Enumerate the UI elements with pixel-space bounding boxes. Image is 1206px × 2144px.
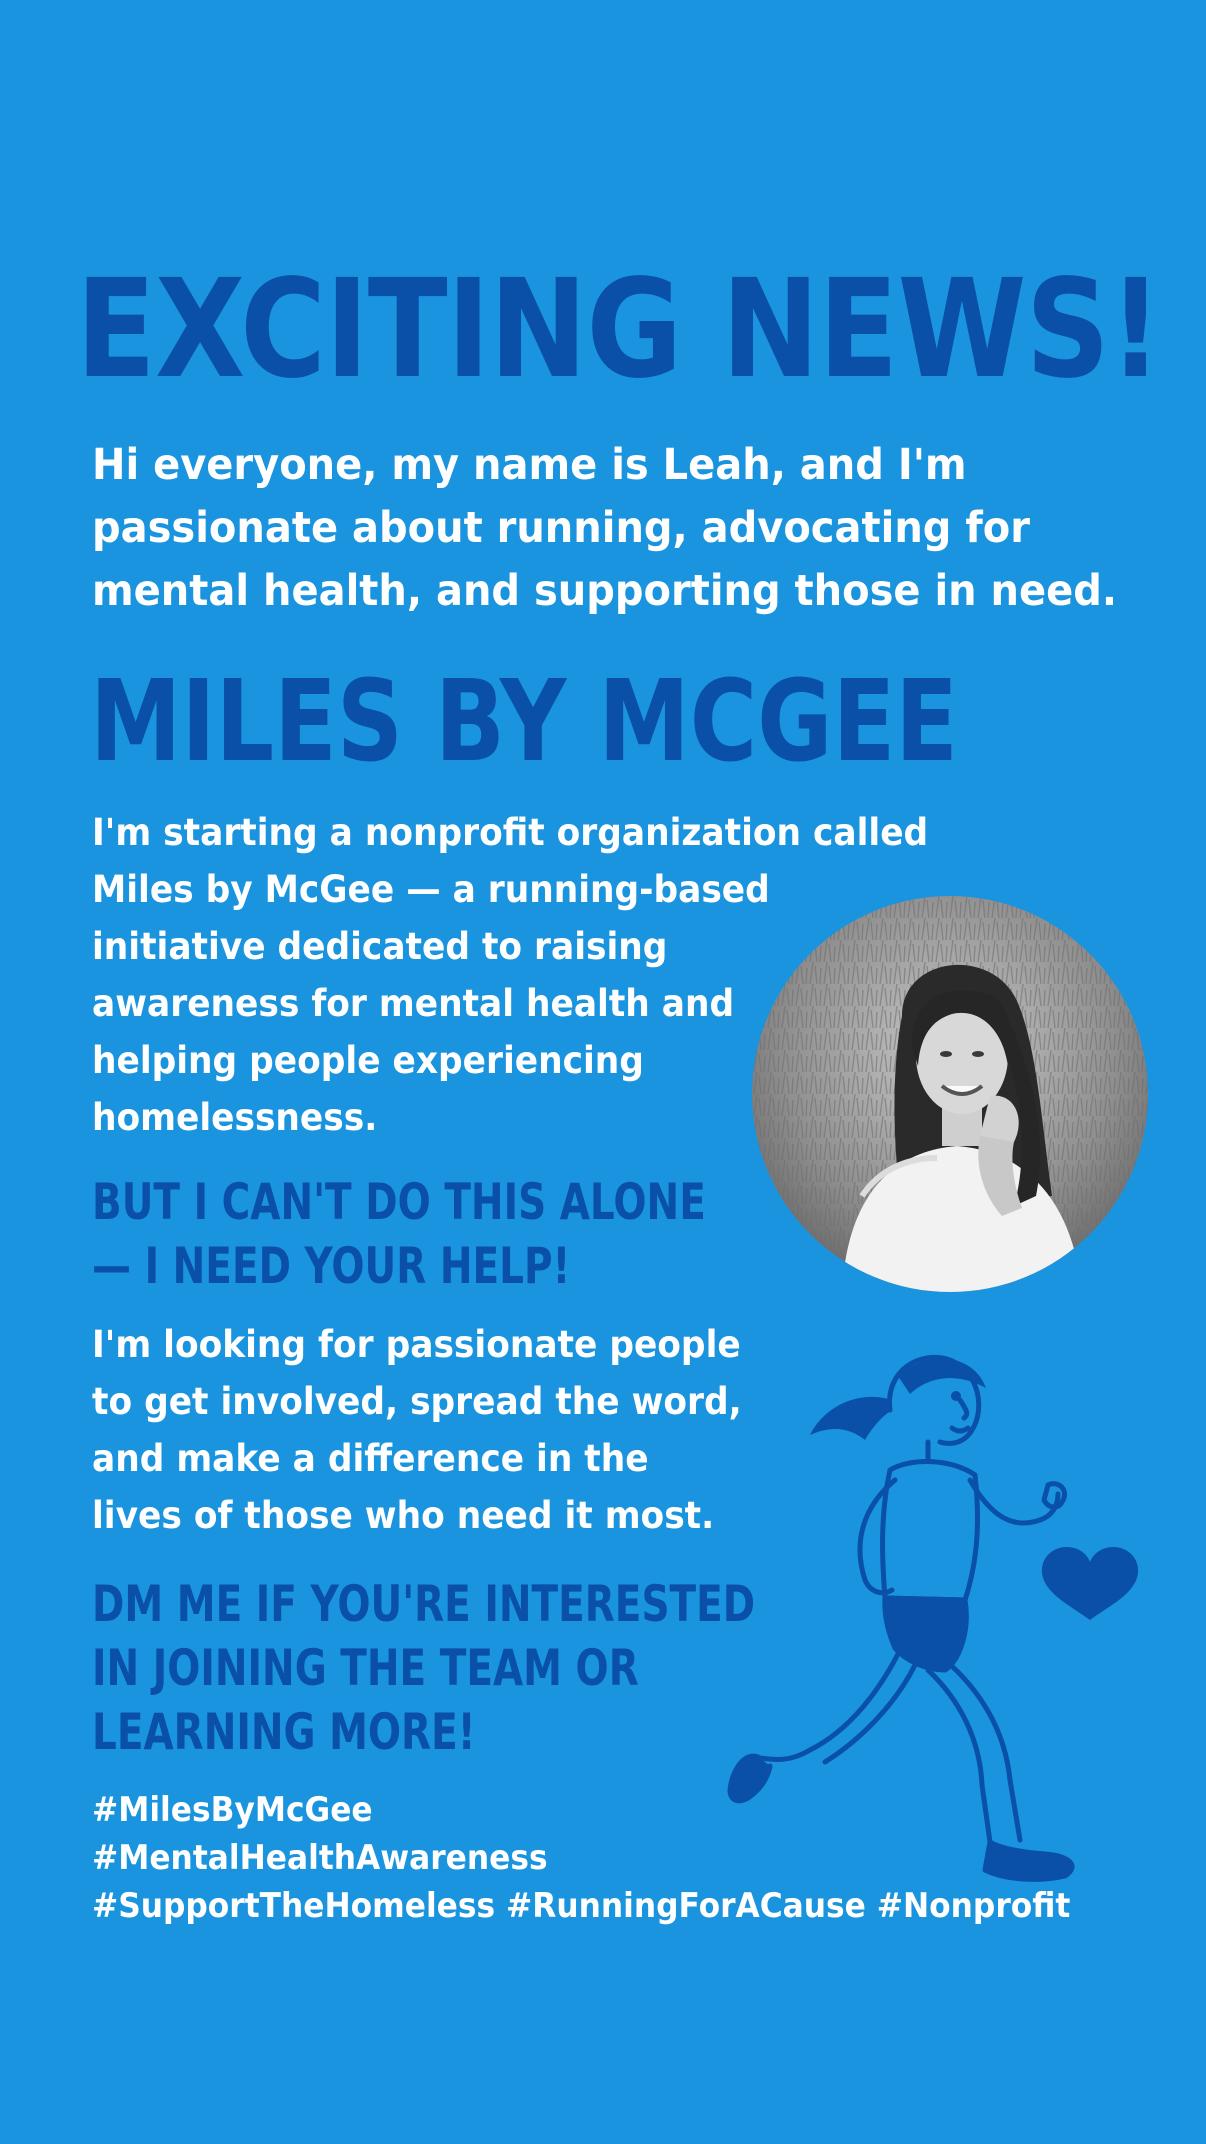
help-heading-line: — I NEED YOUR HELP!	[92, 1237, 571, 1295]
ask-line: to get involved, spread the word,	[92, 1380, 742, 1423]
about-line: I'm starting a nonprofit organization called	[92, 811, 929, 854]
ask-text	[92, 1316, 743, 1544]
hashtag-line: #MentalHealthAwareness	[92, 1838, 548, 1878]
heart-icon	[1042, 1547, 1138, 1620]
cta-line: DM ME IF YOU'RE INTERESTED	[92, 1575, 756, 1633]
ask-line: lives of those who need it most.	[92, 1494, 715, 1537]
help-heading	[92, 1170, 706, 1298]
ask-line: I'm looking for passionate people	[92, 1323, 741, 1366]
hashtag-line: #SupportTheHomeless #RunningForACause #Nonprofit	[92, 1886, 1071, 1926]
headline: EXCITING NEWS!	[76, 251, 1162, 409]
runner-drawing	[660, 1330, 1140, 1910]
cta-line: IN JOINING THE TEAM OR	[92, 1639, 639, 1697]
organization-title: MILES BY MCGEE	[90, 657, 959, 787]
help-heading-line: BUT I CAN'T DO THIS ALONE	[92, 1173, 706, 1231]
hashtag-line: #MilesByMcGee	[92, 1790, 373, 1830]
about-text	[92, 804, 929, 1146]
ask-line: and make a difference in the	[92, 1437, 649, 1480]
portrait-illustration	[752, 896, 1148, 1292]
about-line: initiative dedicated to raising	[92, 925, 668, 968]
cta-heading	[92, 1572, 756, 1764]
runner-illustration	[660, 1330, 1140, 1910]
about-line: Miles by McGee — a running-based	[92, 868, 770, 911]
intro-line: passionate about running, advocating for	[92, 503, 1030, 553]
cta-line: LEARNING MORE!	[92, 1703, 476, 1761]
intro-line: Hi everyone, my name is Leah, and I'm	[92, 440, 967, 490]
about-line: homelessness.	[92, 1096, 378, 1139]
intro-text	[92, 434, 1118, 623]
about-line: helping people experiencing	[92, 1039, 644, 1082]
intro-line: mental health, and supporting those in need.	[92, 566, 1118, 616]
about-line: awareness for mental health and	[92, 982, 735, 1025]
portrait-photo	[752, 896, 1148, 1292]
